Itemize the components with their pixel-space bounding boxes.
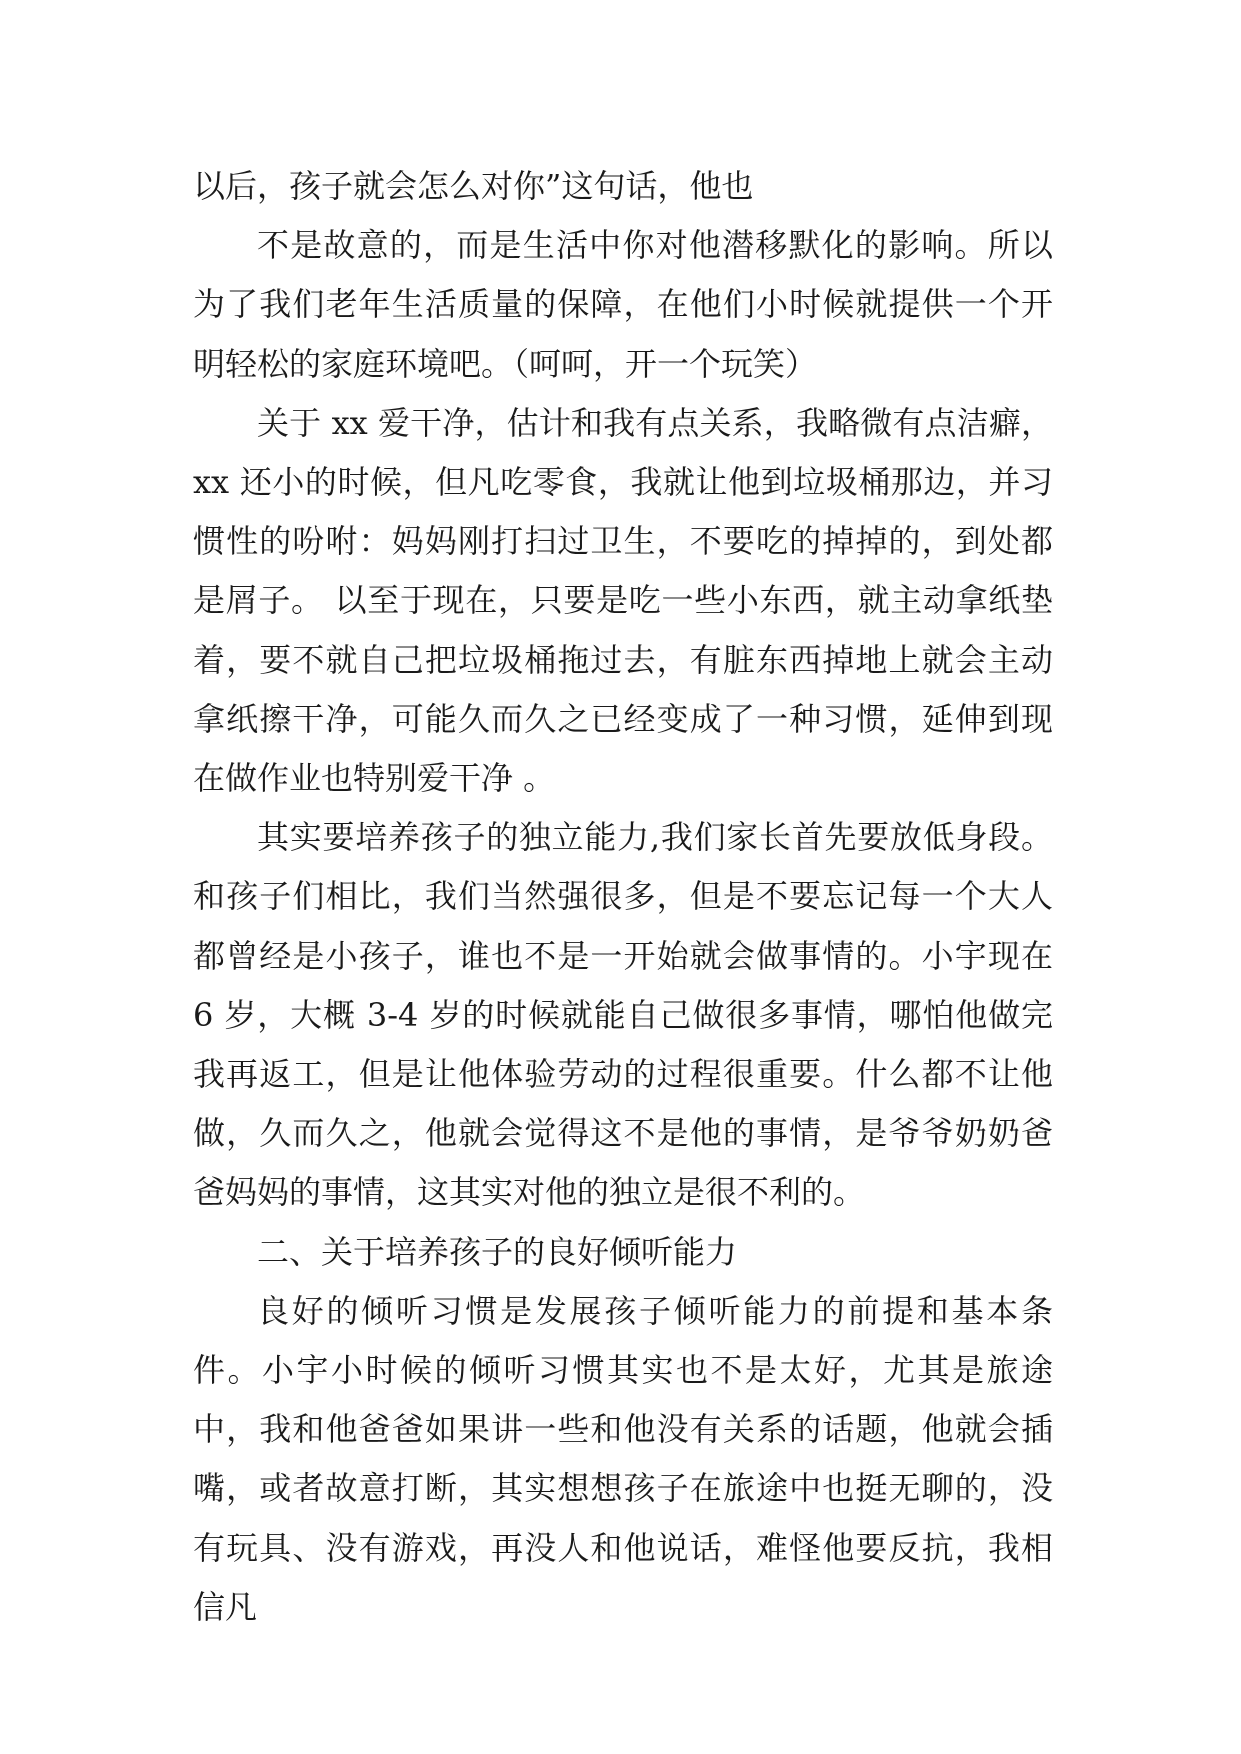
paragraph-4: 其实要培养孩子的独立能力,我们家长首先要放低身段。和孩子们相比，我们当然强很多，但是不要忘记每一个大人都曾经是小孩子，谁也不是一开始就会做事情的。小宇现在 6 岁，大概 3-4 岁的时候就能自己做很多事情，哪怕他做完我再返工，但是让他体验劳动的过程很重要。什么都不让他做，久而久之，他就会觉得这不是他的事情，是爷爷奶奶爸爸妈妈的事情，这其实对他的独立是很不利的。 [193,818,1053,1212]
section-heading: 二、关于培养孩子的良好倾听能力 [257,1232,738,1271]
paragraph-1: 以后，孩子就会怎么对你”这句话，他也 [193,167,754,205]
paragraph-3: 关于 xx 爱干净，估计和我有点关系，我略微有点洁癖，xx 还小的时候，但凡吃零食，我就让他到垃圾桶那边，并习惯性的吩咐：妈妈刚打扫过卫生，不要吃的掉掉的，到处都是屑子。 以至于现在，只要是吃一些小东西，就主动拿纸垫着，要不就自己把垃圾桶拖过去，有脏东西掉地上就会主动拿纸擦干净，可能久而久之已经变成了一种习惯，延伸到现在做作业也特别爱干净 。 [193,403,1053,798]
paragraph-5: 良好的倾听习惯是发展孩子倾听能力的前提和基本条件。小宇小时候的倾听习惯其实也不是太好，尤其是旅途中，我和他爸爸如果讲一些和他没有关系的话题，他就会插嘴，或者故意打断，其实想想孩子在旅途中也挺无聊的，没有玩具、没有游戏，再没人和他说话，难怪他要反抗，我相信凡 [193,1291,1053,1626]
body-text [193,157,1053,1637]
paragraph-2: 不是故意的，而是生活中你对他潜移默化的影响。所以为了我们老年生活质量的保障，在他们小时候就提供一个开明轻松的家庭环境吧。（呵呵，开一个玩笑） [193,226,1053,383]
